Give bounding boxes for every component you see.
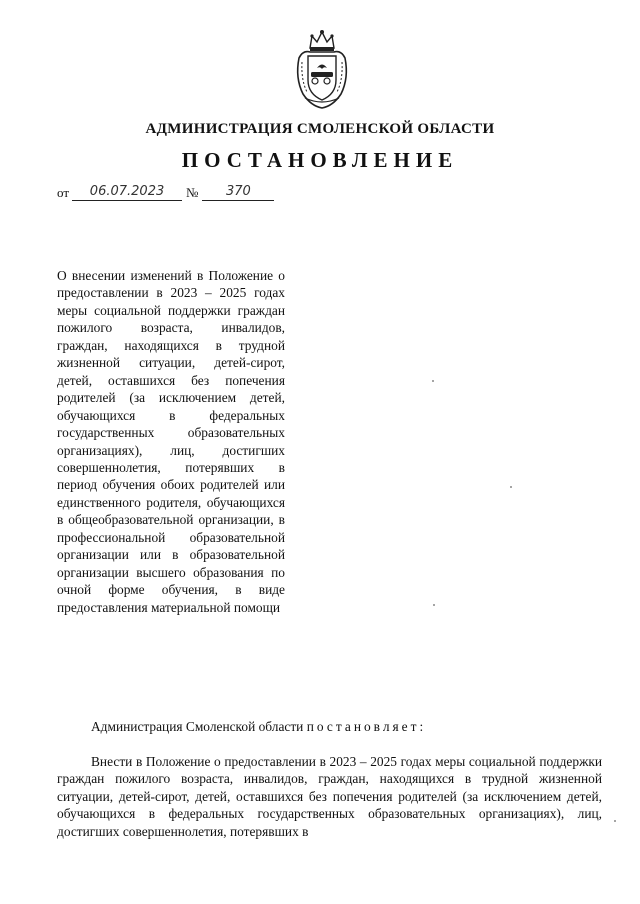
- scan-speck: [432, 380, 434, 382]
- document-type-title: ПОСТАНОВЛЕНИЕ: [181, 148, 459, 172]
- number-prefix: №: [186, 185, 199, 200]
- scan-speck: [433, 604, 435, 606]
- document-meta: [57, 184, 274, 201]
- decree-intro: [91, 719, 426, 735]
- decree-body: Внести в Положение о предоставлении в 2023 – 2025 годах меры социальной поддержки граждан пожилого возраста, инвалидов, граждан, находящихся в трудной жизненной ситуации, детей-сирот, детей, оставшихся без попечения родителей (за исключением детей, обучающихся в федеральных государственных образовательных организациях), лиц, достигших совершеннолетия, потерявших в: [57, 754, 602, 839]
- date-prefix: от: [57, 185, 70, 200]
- decree-word: постановляет:: [306, 719, 427, 734]
- document-number: 370: [202, 184, 274, 201]
- scan-speck: [614, 820, 616, 822]
- organization-name: АДМИНИСТРАЦИЯ СМОЛЕНСКОЙ ОБЛАСТИ: [145, 121, 495, 137]
- scan-speck: [510, 486, 512, 488]
- issuing-authority: Администрация Смоленской области: [91, 719, 304, 734]
- document-subject: О внесении изменений в Положение о предоставлении в 2023 – 2025 годах меры социальной поддержки граждан пожилого возраста, инвалидов, граждан, находящихся в трудной жизненной ситуации, детей-сирот, детей, оставшихся без попечения родителей (за исключением детей, обучающихся в федеральных государственных образовательных организациях), лиц, достигших совершеннолетия, потерявших в период обучения обоих родителей или единственного родителя, обучающихся в общеобразовательной организации, в профессиональной образовательной организации или в образовательной организации высшего образования по очной форме обучения, в виде предоставления материальной помощи: [57, 268, 285, 615]
- document-date: 06.07.2023: [72, 184, 182, 201]
- smolensk-coat-of-arms-icon: [293, 28, 351, 110]
